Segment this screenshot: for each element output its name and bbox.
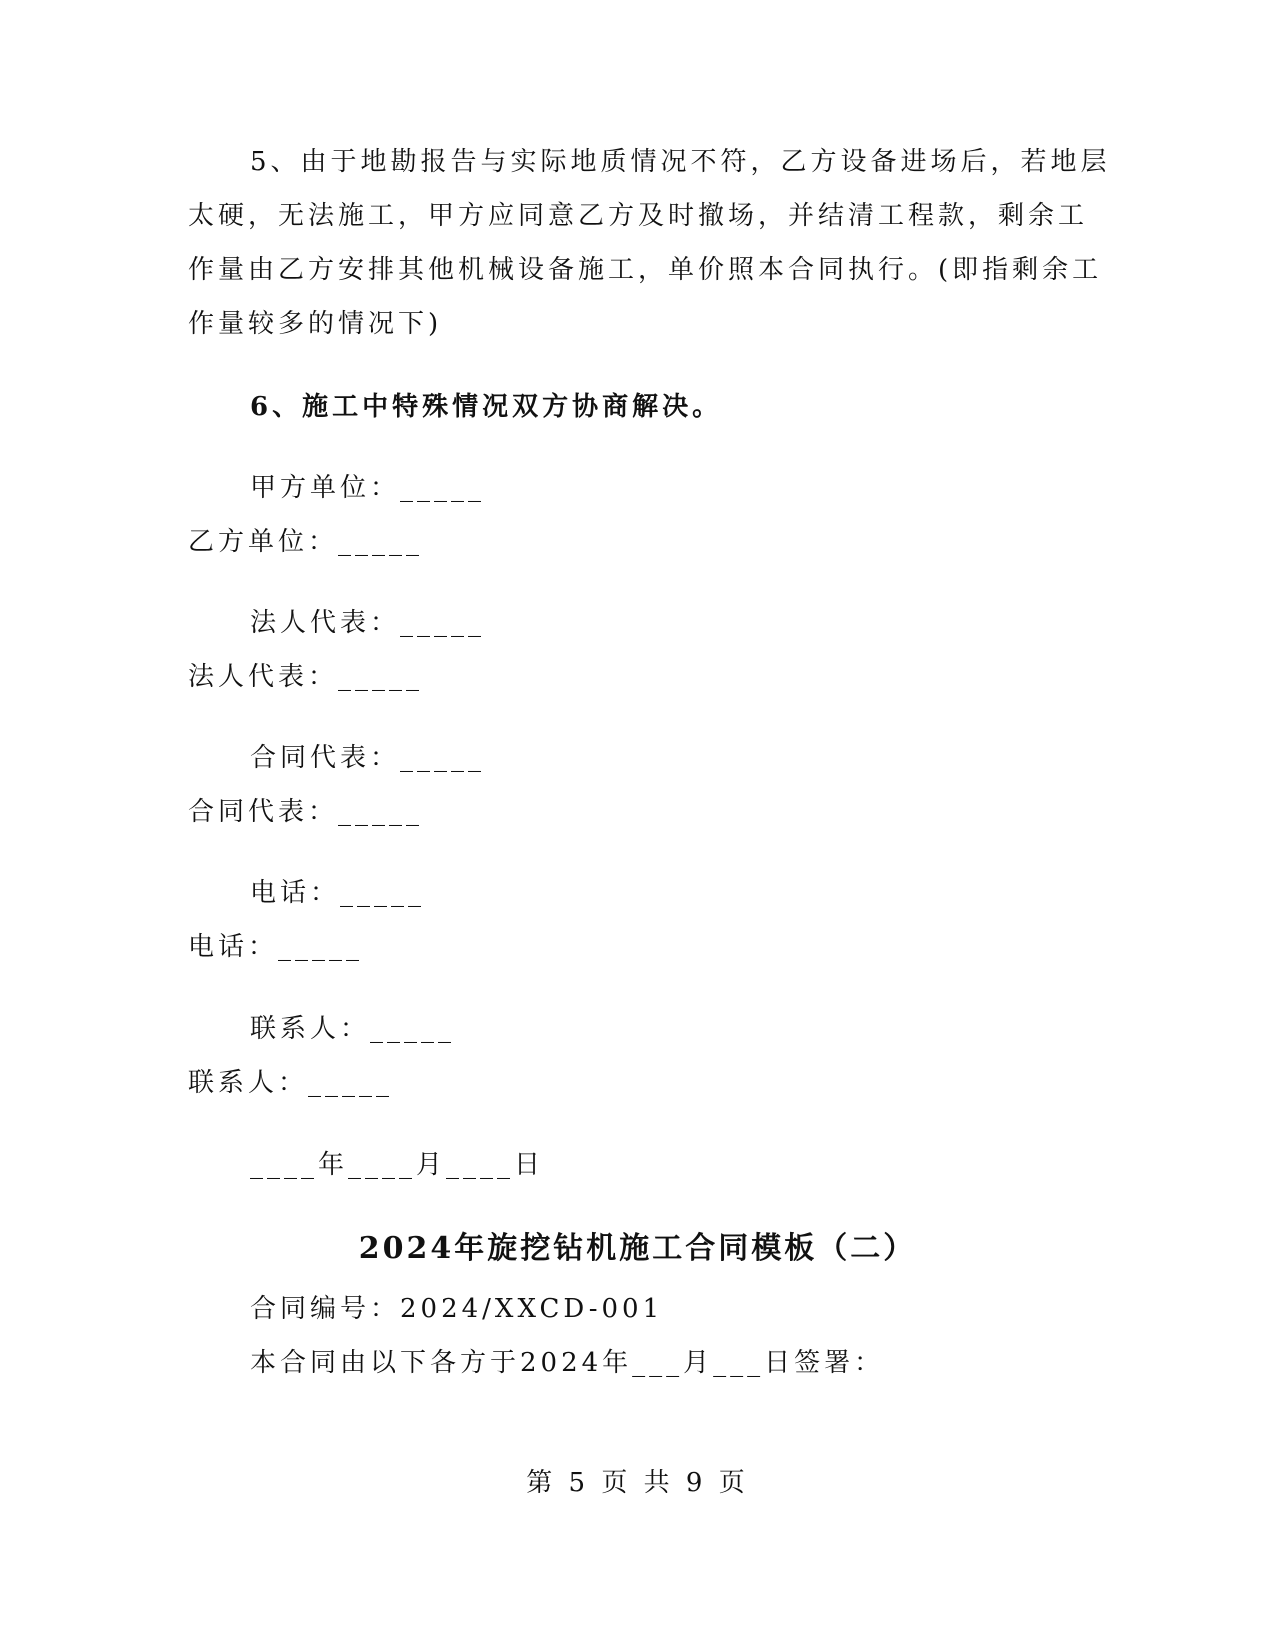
signing-date: ____年____月____日 [250, 1150, 545, 1180]
clause-5-line-3: 作量由乙方安排其他机械设备施工，单价照本合同执行。(即指剩余工 [188, 255, 1103, 285]
clause-6: 6、施工中特殊情况双方协商解决。 [250, 392, 723, 422]
contract-rep-a: 合同代表：_____ [250, 743, 486, 773]
clause-5-line-4: 作量较多的情况下) [188, 309, 443, 339]
party-a-unit: 甲方单位：_____ [250, 473, 486, 503]
phone-a: 电话：_____ [250, 878, 426, 908]
phone-b: 电话：_____ [188, 932, 364, 962]
clause-5-line-1: 5、由于地勘报告与实际地质情况不符，乙方设备进场后，若地层 [250, 147, 1111, 177]
page-footer: 第 5 页 共 9 页 [526, 1468, 749, 1498]
legal-rep-b: 法人代表：_____ [188, 662, 424, 692]
contract-title: 2024年旋挖钻机施工合同模板（二） [358, 1231, 917, 1266]
contact-b: 联系人：_____ [188, 1068, 394, 1098]
contract-rep-b: 合同代表：_____ [188, 797, 424, 827]
contract-number: 合同编号：2024/XXCD-001 [250, 1294, 664, 1324]
clause-5-line-2: 太硬，无法施工，甲方应同意乙方及时撤场，并结清工程款，剩余工 [188, 201, 1089, 231]
legal-rep-a: 法人代表：_____ [250, 608, 486, 638]
signing-statement: 本合同由以下各方于2024年___月___日签署： [250, 1348, 885, 1378]
contact-a: 联系人：_____ [250, 1014, 456, 1044]
party-b-unit: 乙方单位：_____ [188, 527, 424, 557]
